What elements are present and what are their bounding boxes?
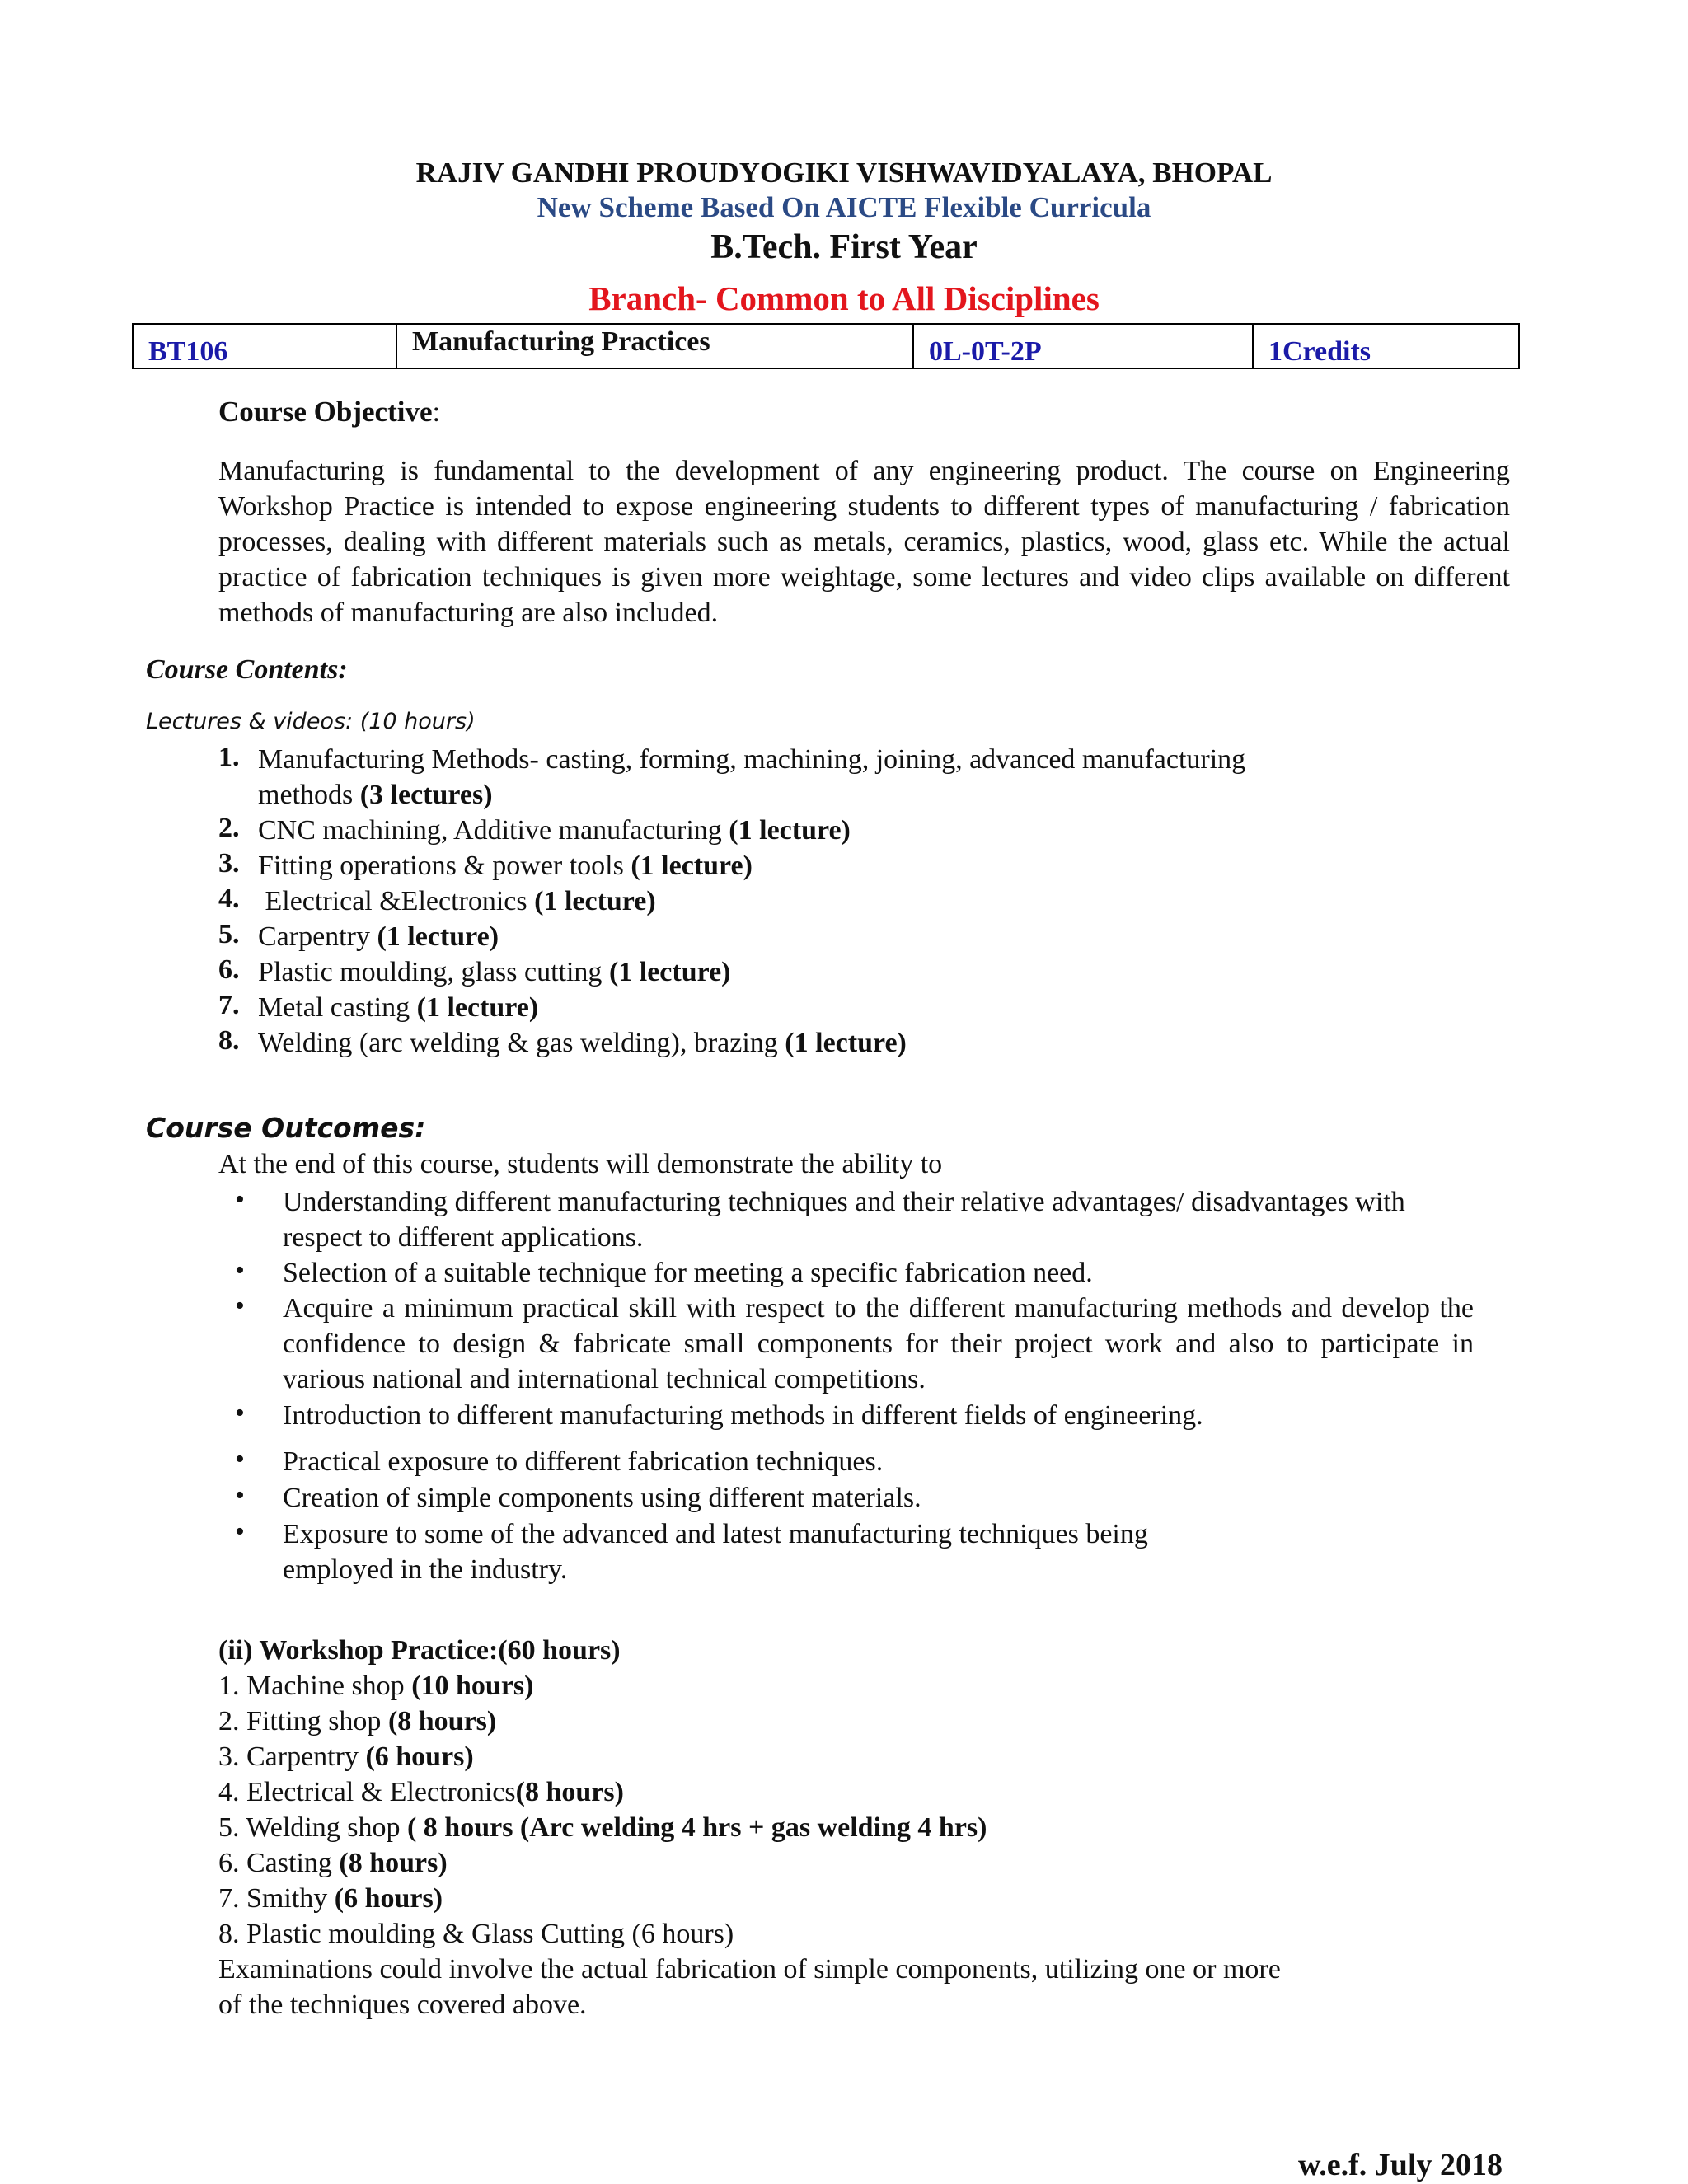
outcomes-heading: Course Outcomes: [146, 1112, 426, 1144]
list-item: Electrical &Electronics (1 lecture) [258, 886, 656, 916]
course-code: BT106 [148, 336, 228, 367]
list-item-number: 3. [218, 848, 240, 879]
outcome-item: Introduction to different manufacturing methods in different fields of engineering. [283, 1400, 1203, 1431]
list-item: Metal casting (1 lecture) [258, 992, 539, 1023]
objective-heading: Course Objective: [218, 396, 441, 428]
outcome-item: Practical exposure to different fabrication techniques. [283, 1446, 884, 1477]
course-ltp-cell [912, 325, 1254, 368]
year-title: B.Tech. First Year [710, 228, 978, 266]
lectures-subheading: Lectures & videos: (10 hours) [146, 709, 476, 734]
course-title-cell [396, 325, 914, 368]
list-item-number: 2. [218, 813, 240, 843]
course-credits-cell [1252, 325, 1523, 368]
bullet-icon: • [235, 1444, 245, 1474]
university-name: RAJIV GANDHI PROUDYOGIKI VISHWAVIDYALAYA, BHOPAL [415, 157, 1273, 189]
list-item: Plastic moulding, glass cutting (1 lecture) [258, 957, 731, 987]
course-ltp: 0L-0T-2P [929, 336, 1042, 367]
objective-paragraph: Manufacturing is fundamental to the development of any engineering product. The course on Engineering Workshop Practice is intended to expose engineering students to different types of manufacturing / fabrication processes, dealing with different materials such as metals, ceramics, plastics, wood, glass etc. While the actual practice of fabrication techniques is given more weightage, some lectures and video clips available on different methods of manufacturing are also included. [218, 456, 1510, 628]
workshop-item: 8. Plastic moulding & Glass Cutting (6 hours) [218, 1919, 734, 1949]
list-item: Welding (arc welding & gas welding), brazing (1 lecture) [258, 1028, 907, 1058]
outcome-item: Understanding different manufacturing techniques and their relative advantages/ disadvantages with respect to different applications. [283, 1187, 1405, 1253]
bullet-icon: • [235, 1398, 245, 1428]
effective-date: w.e.f. July 2018 [1297, 2148, 1503, 2182]
exam-note-line: of the techniques covered above. [218, 1990, 587, 2020]
workshop-item: 3. Carpentry (6 hours) [218, 1741, 474, 1772]
course-credits: 1Credits [1268, 336, 1372, 367]
bullet-icon: • [235, 1480, 245, 1511]
list-item-number: 1. [218, 742, 240, 772]
bullet-icon: • [235, 1516, 245, 1547]
list-item-number: 6. [218, 954, 240, 985]
list-item-number: 8. [218, 1025, 240, 1056]
list-item-number: 7. [218, 990, 240, 1020]
list-item-number: 5. [218, 919, 240, 949]
branch-title: Branch- Common to All Disciplines [588, 279, 1100, 317]
outcome-item: Creation of simple components using different materials. [283, 1483, 921, 1513]
exam-note-line: Examinations could involve the actual fabrication of simple components, utilizing one or more [218, 1954, 1281, 1985]
outcome-item: Acquire a minimum practical skill with respect to the different manufacturing methods and develop the confidence to design & fabricate small components for their project work and also to participate in various national and international technical competitions. [283, 1293, 1474, 1394]
outcome-item: Exposure to some of the advanced and latest manufacturing techniques being employed in the industry. [283, 1519, 1148, 1585]
list-item: Carpentry (1 lecture) [258, 921, 499, 952]
list-item: Fitting operations & power tools (1 lecture) [258, 851, 753, 881]
course-title: Manufacturing Practices [412, 326, 710, 357]
outcomes-intro: At the end of this course, students will demonstrate the ability to [218, 1149, 943, 1179]
list-item: CNC machining, Additive manufacturing (1 lecture) [258, 815, 851, 846]
bullet-icon: • [235, 1184, 245, 1215]
workshop-item: 7. Smithy (6 hours) [218, 1883, 443, 1914]
bullet-icon: • [235, 1291, 245, 1321]
contents-heading: Course Contents: [146, 654, 348, 685]
workshop-heading: (ii) Workshop Practice:(60 hours) [218, 1635, 621, 1666]
course-code-cell [134, 325, 396, 368]
bullet-icon: • [235, 1255, 245, 1286]
scheme-title: New Scheme Based On AICTE Flexible Curricula [537, 191, 1151, 223]
workshop-item: 2. Fitting shop (8 hours) [218, 1706, 497, 1736]
workshop-item: 5. Welding shop ( 8 hours (Arc welding 4 hrs + gas welding 4 hrs) [218, 1812, 987, 1843]
workshop-item: 1. Machine shop (10 hours) [218, 1671, 534, 1701]
workshop-item: 4. Electrical & Electronics(8 hours) [218, 1777, 624, 1807]
outcome-item: Selection of a suitable technique for meeting a specific fabrication need. [283, 1258, 1093, 1288]
list-item-number: 4. [218, 883, 240, 914]
workshop-item: 6. Casting (8 hours) [218, 1848, 448, 1878]
course-info-table [132, 323, 1520, 369]
list-item: Manufacturing Methods- casting, forming, machining, joining, advanced manufacturing methods (3 lectures) [258, 744, 1246, 810]
